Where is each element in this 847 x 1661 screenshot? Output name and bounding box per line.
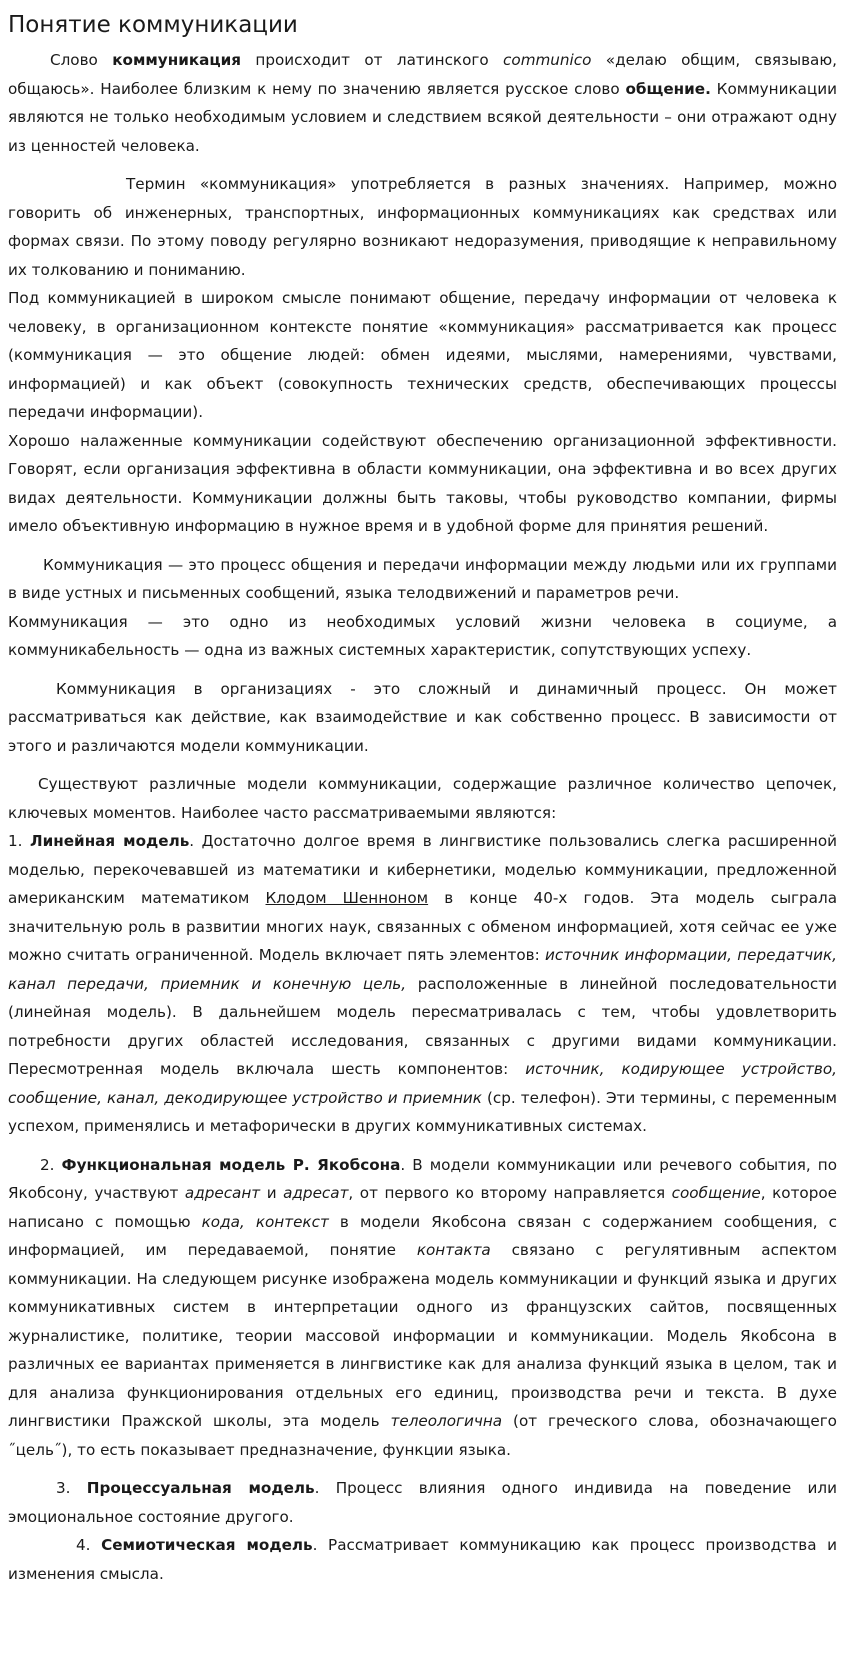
model-semiotic xyxy=(8,1531,837,1588)
text: . Достаточно долгое время в лингвистике пользовались слегка расширенной моделью, перекочевавшей из математики и кибернетики, моделью коммуникации, предложенной американским математиком xyxy=(8,832,837,907)
italic-text: адресант xyxy=(184,1184,261,1202)
model-linear xyxy=(8,827,837,1141)
text: связано с регулятивным аспектом коммуникации. На следующем рисунке изображена модель коммуникации и функций языка и других коммуникативных систем в интерпретации одного из французских сайтов, посвященных журналистике, политике, теории массовой информации и коммуникации. Модель Якобсона в различных ее вариантах применяется в лингвистике как для анализа функций языка в целом, так и для анализа функционирования отдельных его единиц, производства речи и текста. В духе лингвистики Пражской школы, эта модель xyxy=(8,1241,837,1430)
list-number: 1. xyxy=(8,832,30,850)
text: в конце 40-х годов. Эта модель сыграла значительную роль в развитии многих наук, связанных с обменом информацией, хотя сейчас ее уже можно считать ограниченной. Модель включает пять элементов: xyxy=(8,889,838,964)
text: . Рассматривает коммуникацию как процесс производства и изменения смысла. xyxy=(8,1536,837,1583)
model-name: Процессуальная модель xyxy=(86,1479,315,1497)
paragraph-etymology xyxy=(8,46,837,160)
text: . В модели коммуникации или речевого события, по Якобсону, участвуют xyxy=(8,1155,838,1202)
model-jakobson xyxy=(8,1151,837,1465)
text: (от греческого слова, обозначающего ˝цель˝), то есть показывает предназначение, функции языка. xyxy=(8,1412,837,1459)
shannon-link[interactable]: Клодом Шенноном xyxy=(265,889,429,907)
page-title: Понятие коммуникации xyxy=(8,12,298,38)
text: Слово xyxy=(50,51,113,69)
list-number: 2. xyxy=(40,1155,62,1174)
paragraph-social-condition: Коммуникация — это одно из необходимых условий жизни человека в социуме, а коммуникабельность — одна из важных системных характеристик, сопутствующих успеху. xyxy=(8,612,837,659)
paragraph-organizations: Коммуникация в организациях - это сложный и динамичный процесс. Он может рассматриваться как действие, как взаимодействие и как собственно процесс. В зависимости от этого и различаются модели коммуникации. xyxy=(8,679,837,755)
text: (ср. телефон). Эти термины, с переменным успехом, применялись и метафорически в других коммуникативных системах. xyxy=(8,1088,837,1135)
italic-text: кода, контекст xyxy=(201,1212,329,1231)
text: в модели Якобсона связан с содержанием сообщения, с информацией, им передаваемой, понятие xyxy=(8,1212,838,1259)
latin-word: communico xyxy=(503,51,592,69)
paragraph-broad-sense: Под коммуникацией в широком смысле понимают общение, передачу информации от человека к человеку, в организационном контексте понятие «коммуникация» рассматривается как процесс (коммуникация — это общение людей: обмен идеями, мыслями, намерениями, чувствами, информацией) и как объект (совокупность технических средств, обеспечивающих процессы передачи информации). xyxy=(8,289,837,421)
model-name: Функциональная модель Р. Якобсона xyxy=(61,1155,401,1174)
list-number: 4. xyxy=(76,1536,102,1554)
italic-text: контакта xyxy=(416,1241,491,1259)
text: , от первого ко второму направляется xyxy=(348,1184,672,1202)
italic-text: источник информации, передатчик, канал передачи, приемник и конечную цель, xyxy=(8,946,837,993)
text: и xyxy=(260,1184,284,1202)
paragraph-models-intro: Существуют различные модели коммуникации, содержащие различное количество цепочек, ключевых моментов. Наиболее часто рассматриваемыми являются: xyxy=(8,775,837,822)
italic-text: телеологична xyxy=(390,1412,503,1430)
text: происходит от латинского xyxy=(241,51,504,69)
term-kommunikaciya: коммуникация xyxy=(112,51,242,69)
italic-text: адресат xyxy=(283,1184,349,1202)
italic-text: сообщение xyxy=(671,1184,761,1202)
model-name: Семиотическая модель xyxy=(101,1536,313,1554)
model-name: Линейная модель xyxy=(30,832,190,850)
paragraph-term-meanings: Термин «коммуникация» употребляется в разных значениях. Например, можно говорить об инженерных, транспортных, информационных коммуникациях как средствах или формах связи. По этому поводу регулярно возникают недоразумения, приводящие к неправильному их толкованию и пониманию. xyxy=(8,175,837,279)
model-process xyxy=(8,1474,837,1531)
list-number: 3. xyxy=(56,1479,87,1497)
text: расположенные в линейной последовательности (линейная модель). В дальнейшем модель пересматривалась с тем, чтобы удовлетворить потребности других областей исследования, связанных с другими видами коммуникации. Пересмотренная модель включала шесть компонентов: xyxy=(8,974,837,1078)
text: Коммуникации являются не только необходимым условием и следствием всякой деятельности – они отражают одну из ценностей человека. xyxy=(8,79,837,155)
italic-text: источник, кодирующее устройство, сообщение, канал, декодирующее устройство и приемник xyxy=(8,1060,837,1107)
term-obshchenie: общение. xyxy=(625,79,711,98)
paragraph-definition: Коммуникация — это процесс общения и передачи информации между людьми или их группами в виде устных и письменных сообщений, языка телодвижений и параметров речи. xyxy=(8,555,837,602)
text: . Процесс влияния одного индивида на поведение или эмоциональное состояние другого. xyxy=(8,1479,837,1526)
paragraph-effectiveness: Хорошо налаженные коммуникации содействуют обеспечению организационной эффективности. Говорят, если организация эффективна в области коммуникации, она эффективна и во всех других видах деятельности. Коммуникации должны быть таковы, чтобы руководство компании, фирмы имело объективную информацию в нужное время и в удобной форме для принятия решений. xyxy=(8,431,837,535)
text: , которое написано с помощью xyxy=(8,1184,837,1231)
text: «делаю общим, связываю, общаюсь». Наиболее близким к нему по значению является русское слово xyxy=(8,51,837,98)
